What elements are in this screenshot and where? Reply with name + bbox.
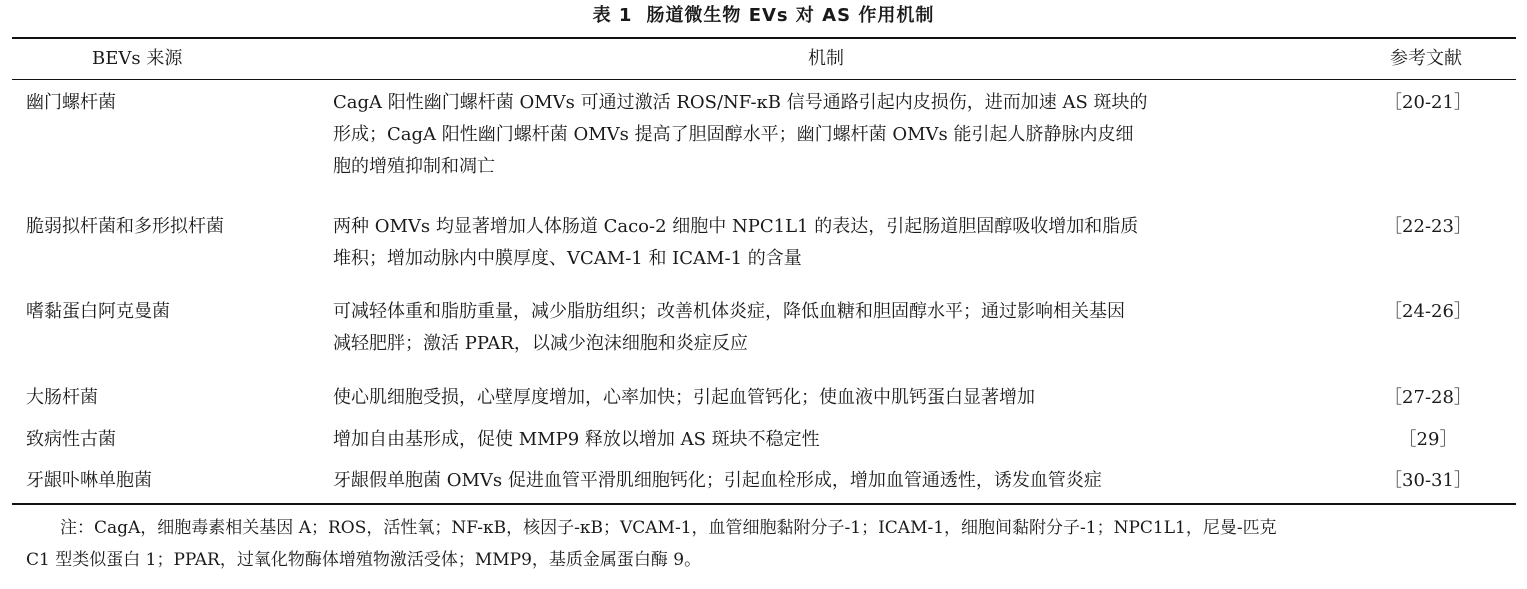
mechanism-line: 使心肌细胞受损，心壁厚度增加，心率加快；引起血管钙化；使血液中肌钙蛋白显著增加 (333, 387, 1035, 408)
header-reference: 参考文献 (1390, 48, 1462, 69)
row-mechanism (333, 424, 820, 456)
mechanism-line: 胞的增殖抑制和凋亡 (333, 156, 495, 177)
row-mechanism (333, 296, 1125, 360)
table-note-line-2: C1 型类似蛋白 1；PPAR，过氧化物酶体增殖物激活受体；MMP9，基质金属蛋白酶 9。 (26, 550, 702, 570)
header-mechanism: 机制 (808, 48, 844, 69)
row-source: 牙龈卟啉单胞菌 (26, 470, 152, 491)
mechanism-line: 减轻肥胖；激活 PPAR，以减少泡沫细胞和炎症反应 (333, 333, 748, 354)
row-reference: ［24-26］ (1384, 301, 1472, 322)
row-source: 大肠杆菌 (26, 387, 98, 408)
row-reference: ［22-23］ (1384, 216, 1472, 237)
mechanism-line: 两种 OMVs 均显著增加人体肠道 Caco-2 细胞中 NPC1L1 的表达，引起肠道胆固醇吸收增加和脂质 (333, 216, 1139, 237)
row-reference: ［30-31］ (1384, 470, 1472, 491)
row-source: 致病性古菌 (26, 429, 116, 450)
row-mechanism (333, 211, 1138, 275)
table-bottom-rule (12, 503, 1516, 505)
table-title-text: 肠道微生物 EVs 对 AS 作用机制 (646, 5, 935, 26)
row-reference: ［20-21］ (1384, 92, 1472, 113)
row-source: 幽门螺杆菌 (26, 92, 116, 113)
table-top-rule (12, 37, 1516, 39)
row-reference: ［27-28］ (1384, 387, 1472, 408)
mechanism-line: 形成；CagA 阳性幽门螺杆菌 OMVs 提高了胆固醇水平；幽门螺杆菌 OMVs 能引起人脐静脉内皮细 (333, 124, 1134, 145)
row-mechanism (333, 87, 1148, 183)
mechanism-line: 牙龈假单胞菌 OMVs 促进血管平滑肌细胞钙化；引起血栓形成，增加血管通透性，诱发血管炎症 (333, 470, 1102, 491)
mechanism-line: 可减轻体重和脂肪重量，减少脂肪组织；改善机体炎症，降低血糖和胆固醇水平；通过影响相关基因 (333, 301, 1125, 322)
row-mechanism (333, 465, 1102, 497)
row-source: 嗜黏蛋白阿克曼菌 (26, 301, 170, 322)
row-reference: ［29］ (1398, 429, 1458, 450)
table-number: 表 1 (592, 5, 633, 26)
table-header-rule (12, 79, 1516, 80)
mechanism-line: 堆积；增加动脉内中膜厚度、VCAM-1 和 ICAM-1 的含量 (333, 248, 802, 269)
table-note-line-1: 注：CagA，细胞毒素相关基因 A；ROS，活性氧；NF-κB，核因子-κB；VCAM-1，血管细胞黏附分子-1；ICAM-1，细胞间黏附分子-1；NPC1L1，尼曼-匹克 (60, 518, 1277, 538)
mechanism-line: CagA 阳性幽门螺杆菌 OMVs 可通过激活 ROS/NF-κB 信号通路引起内皮损伤，进而加速 AS 斑块的 (333, 92, 1148, 113)
table-title (0, 4, 1527, 28)
row-source: 脆弱拟杆菌和多形拟杆菌 (26, 216, 224, 237)
header-source: BEVs 来源 (92, 48, 183, 69)
mechanism-line: 增加自由基形成，促使 MMP9 释放以增加 AS 斑块不稳定性 (333, 429, 820, 450)
row-mechanism (333, 382, 1035, 414)
